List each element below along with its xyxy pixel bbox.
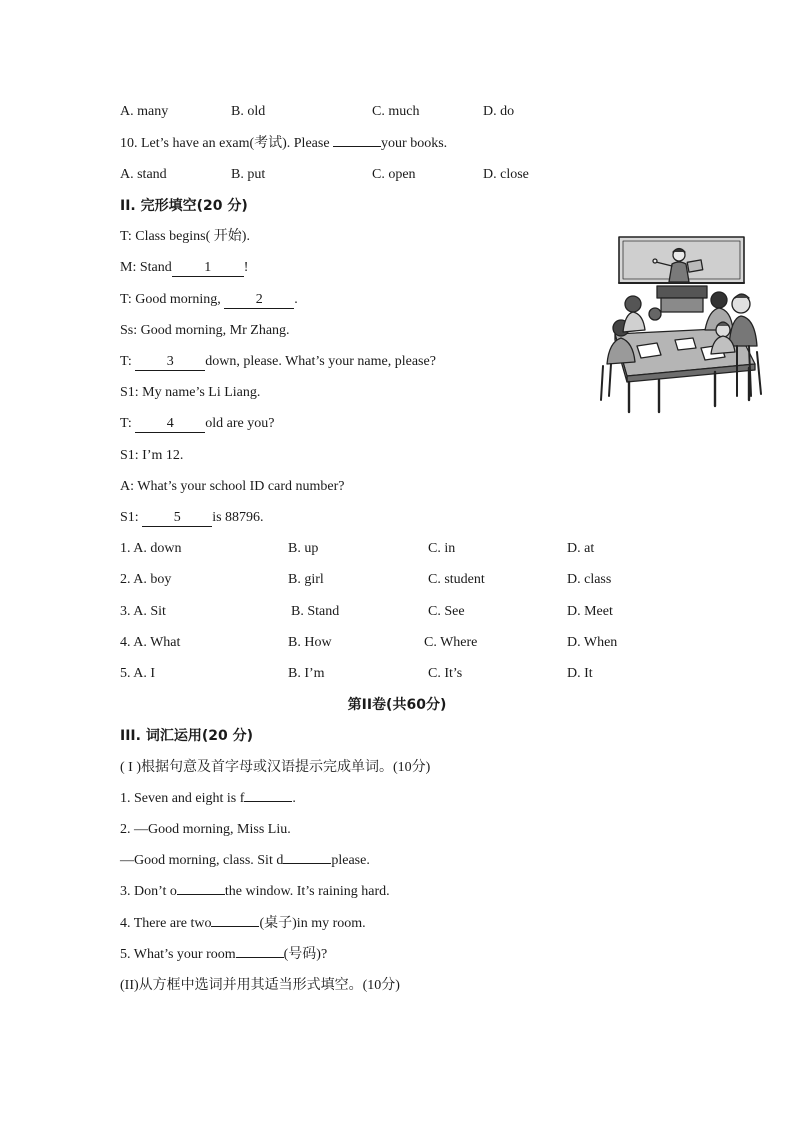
vocab-item: 3. Don’t o the window. It’s raining hard. bbox=[120, 884, 390, 899]
dialogue-line: T: 4 old are you? bbox=[120, 416, 275, 431]
dialogue-line: S1: I’m 12. bbox=[120, 448, 184, 463]
q10-text: 10. Let’s have an exam(考试). Please bbox=[120, 136, 334, 151]
cloze-option: 1. A. down bbox=[120, 541, 182, 556]
vocab-blank bbox=[236, 957, 284, 958]
vocab-blank bbox=[177, 894, 225, 895]
cloze-blank-1: 1 bbox=[172, 260, 244, 277]
part2-heading: 第II卷(共60分) bbox=[347, 697, 447, 713]
q9-option-b: B. old bbox=[231, 104, 266, 119]
vocab-item: 1. Seven and eight is f . bbox=[120, 791, 296, 806]
vocab-item: 4. There are two (桌子)in my room. bbox=[120, 916, 366, 931]
dialogue-line: S1: My name’s Li Liang. bbox=[120, 385, 261, 400]
q10-question bbox=[120, 134, 447, 154]
dialogue-line: M: Stand 1 ! bbox=[120, 260, 249, 275]
cloze-blank-5: 5 bbox=[142, 510, 212, 527]
cloze-option: 4. A. What bbox=[120, 635, 181, 650]
q9-option-c: C. much bbox=[372, 104, 420, 119]
cloze-option: C. Where bbox=[424, 635, 478, 650]
section3-subtitle-2: (II)从方框中选词并用其适当形式填空。(10分) bbox=[120, 978, 400, 993]
cloze-option: C. in bbox=[428, 541, 456, 556]
vocab-blank bbox=[244, 801, 292, 802]
vocab-item: —Good morning, class. Sit d please. bbox=[120, 853, 370, 868]
dialogue-line: Ss: Good morning, Mr Zhang. bbox=[120, 323, 290, 338]
cloze-option: D. When bbox=[567, 635, 618, 650]
dialogue-line: T: Class begins( 开始). bbox=[120, 229, 250, 244]
section3-title: III. 词汇运用(20 分) bbox=[120, 728, 253, 744]
q9-option-a: A. many bbox=[120, 104, 169, 119]
cloze-option: B. girl bbox=[288, 572, 324, 587]
dialogue-line: A: What’s your school ID card number? bbox=[120, 479, 345, 494]
section3-subtitle-1: ( I )根据句意及首字母或汉语提示完成单词。(10分) bbox=[120, 760, 431, 775]
q10-option-d: D. close bbox=[483, 167, 529, 182]
q10-option-c: C. open bbox=[372, 167, 416, 182]
cloze-option: 3. A. Sit bbox=[120, 604, 166, 619]
q9-option-d: D. do bbox=[483, 104, 515, 119]
vocab-blank bbox=[211, 926, 259, 927]
q10-option-a: A. stand bbox=[120, 167, 167, 182]
cloze-option: C. See bbox=[428, 604, 465, 619]
cloze-option: D. at bbox=[567, 541, 595, 556]
cloze-option: C. It’s bbox=[428, 666, 463, 681]
cloze-option: 2. A. boy bbox=[120, 572, 172, 587]
dialogue-line: T: Good morning, 2 . bbox=[120, 292, 298, 307]
cloze-option: D. It bbox=[567, 666, 593, 681]
cloze-option: D. class bbox=[567, 572, 612, 587]
cloze-blank-2: 2 bbox=[224, 292, 294, 309]
cloze-option: 5. A. I bbox=[120, 666, 155, 681]
vocab-item: 5. What’s your room (号码)? bbox=[120, 947, 328, 962]
q10-blank bbox=[333, 146, 381, 147]
cloze-option: D. Meet bbox=[567, 604, 613, 619]
cloze-option: B. How bbox=[288, 635, 332, 650]
section2-title: II. 完形填空(20 分) bbox=[120, 198, 248, 214]
q10-option-b: B. put bbox=[231, 167, 266, 182]
cloze-option: B. up bbox=[288, 541, 319, 556]
vocab-blank bbox=[283, 863, 331, 864]
classroom-teacher-students-illustration bbox=[597, 236, 767, 414]
cloze-option: B. I’m bbox=[288, 666, 325, 681]
dialogue-line: S1: 5 is 88796. bbox=[120, 510, 264, 525]
cloze-blank-4: 4 bbox=[135, 416, 205, 433]
vocab-item: 2. —Good morning, Miss Liu. bbox=[120, 822, 291, 837]
cloze-blank-3: 3 bbox=[135, 354, 205, 371]
q10-text-after: your books. bbox=[381, 136, 448, 151]
cloze-option: B. Stand bbox=[291, 604, 340, 619]
dialogue-line: T: 3 down, please. What’s your name, please? bbox=[120, 354, 436, 369]
cloze-option: C. student bbox=[428, 572, 485, 587]
